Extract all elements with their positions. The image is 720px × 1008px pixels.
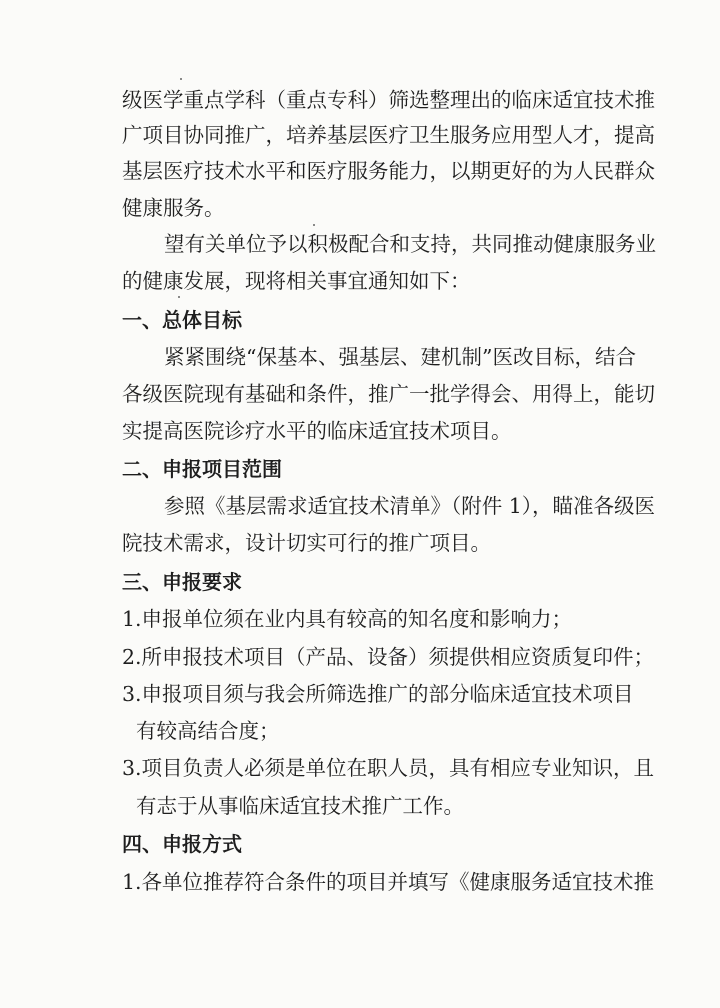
scan-speck [178, 296, 180, 298]
section-3-item-3-line-1: 3.申报项目须与我会所筛选推广的部分临床适宜技术项目 [122, 682, 634, 706]
paragraph-1-line-1: 级医学重点学科（重点专科）筛选整理出的临床适宜技术推 [122, 88, 655, 112]
section-4-heading: 四、申报方式 [122, 832, 242, 856]
paragraph-2-line-1: 望有关单位予以积极配合和支持，共同推动健康服务业 [164, 232, 656, 256]
paragraph-1-line-4: 健康服务。 [122, 196, 225, 220]
paragraph-2-line-2: 的健康发展，现将相关事宜通知如下： [122, 269, 471, 293]
scan-speck [313, 224, 315, 226]
section-1-line-2: 各级医院现有基础和条件，推广一批学得会、用得上，能切 [122, 382, 655, 406]
section-3-item-3-line-2: 有较高结合度； [136, 719, 280, 743]
section-3-item-4-line-2: 有志于从事临床适宜技术推广工作。 [136, 794, 464, 818]
scan-speck [180, 78, 182, 80]
section-4-item-1: 1.各单位推荐符合条件的项目并填写《健康服务适宜技术推 [122, 870, 655, 894]
section-1-line-3: 实提高医院诊疗水平的临床适宜技术项目。 [122, 419, 512, 443]
section-3-item-2: 2.所申报技术项目（产品、设备）须提供相应资质复印件； [122, 645, 655, 669]
section-3-item-4-line-1: 3.项目负责人必须是单位在职人员，具有相应专业知识，且 [122, 756, 655, 780]
section-1-heading: 一、总体目标 [122, 308, 242, 332]
section-2-line-1: 参照《基层需求适宜技术清单》（附件 1），瞄准各级医 [164, 494, 656, 518]
paragraph-1-line-3: 基层医疗技术水平和医疗服务能力，以期更好的为人民群众 [122, 159, 655, 183]
section-2-line-2: 院技术需求，设计切实可行的推广项目。 [122, 531, 491, 555]
section-1-line-1: 紧紧围绕“保基本、强基层、建机制”医改目标，结合 [164, 345, 636, 369]
section-3-item-1: 1.申报单位须在业内具有较高的知名度和影响力； [122, 607, 573, 631]
paragraph-1-line-2: 广项目协同推广，培养基层医疗卫生服务应用型人才，提高 [122, 123, 655, 147]
section-3-heading: 三、申报要求 [122, 570, 242, 594]
section-2-heading: 二、申报项目范围 [122, 457, 282, 481]
